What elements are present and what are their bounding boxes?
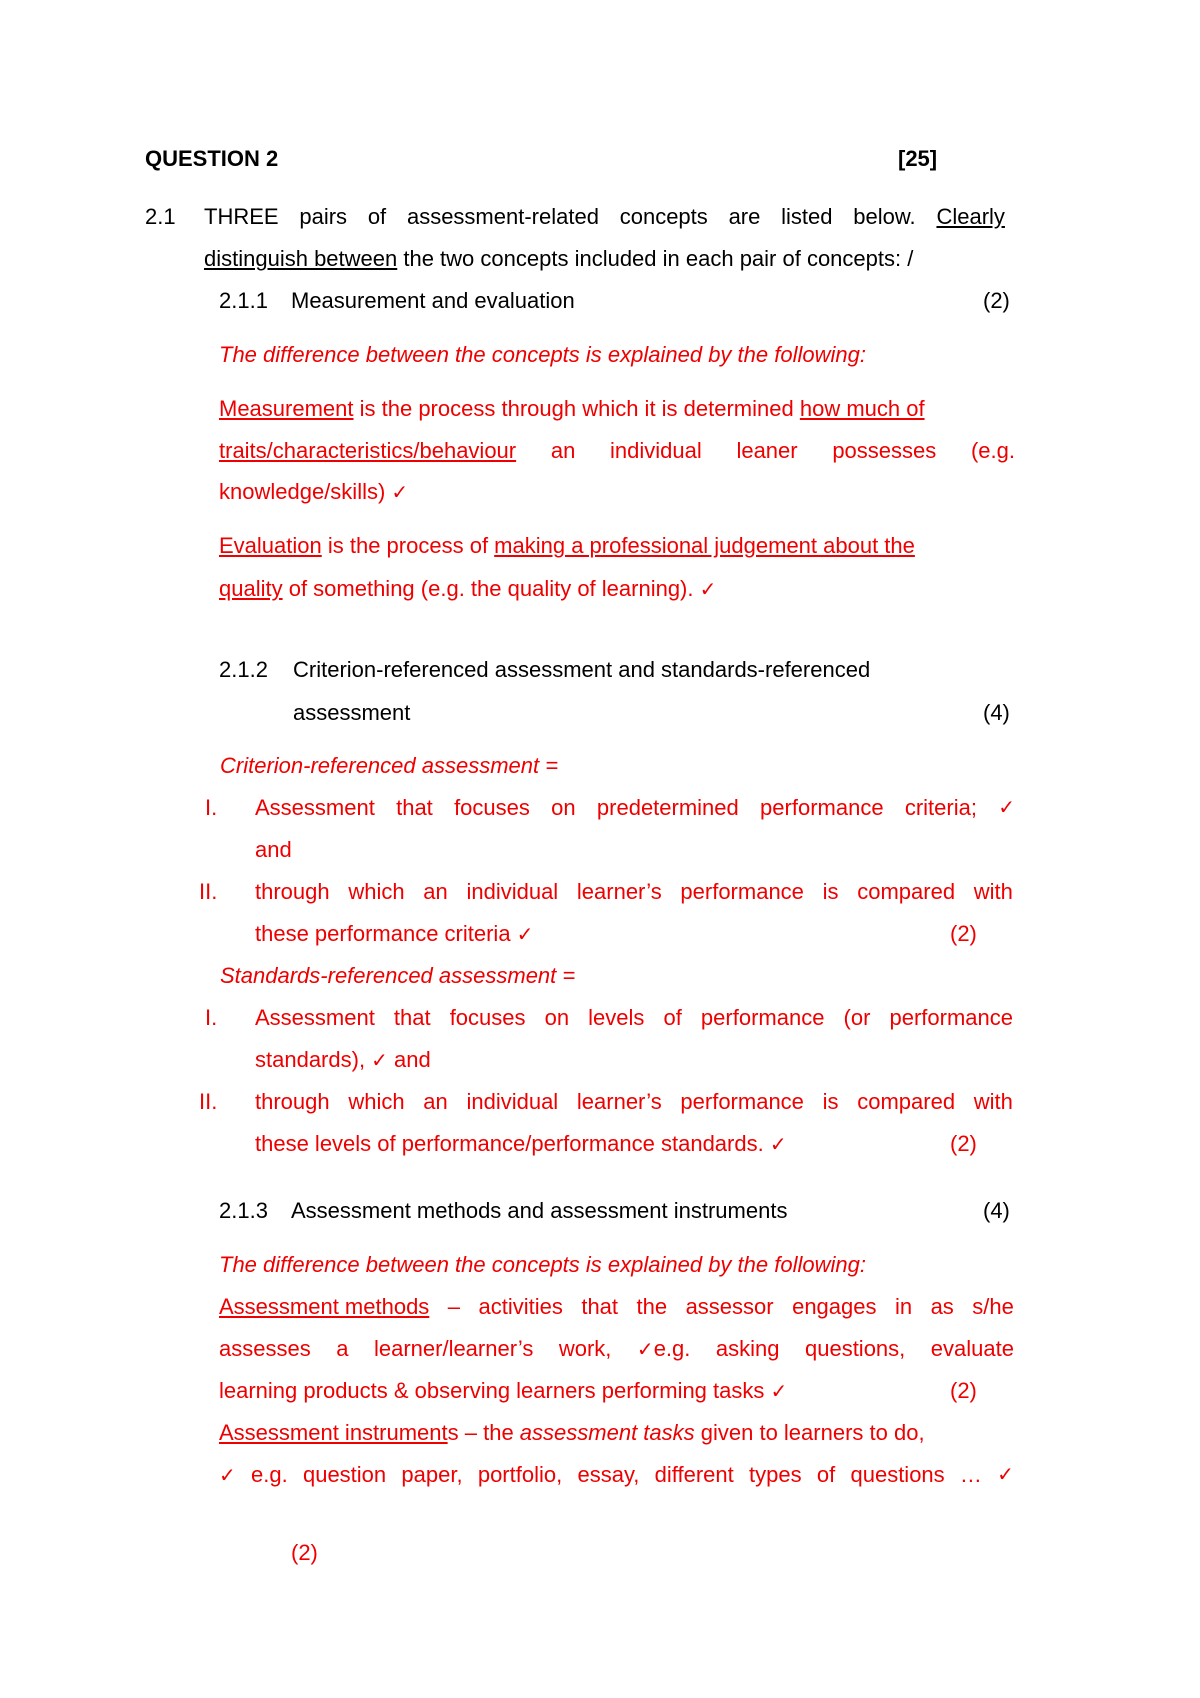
instruments-text: – the [458, 1420, 520, 1445]
evaluation-underlined: quality [219, 576, 283, 601]
criterion-text: these performance criteria [255, 921, 517, 946]
standards-word: levels [588, 1005, 645, 1030]
criterion-word: Assessment [255, 795, 375, 820]
methods-word: activities [478, 1294, 563, 1319]
criterion-item-ii-line1 [255, 879, 1013, 905]
standards-word: which [348, 1089, 405, 1114]
q212-heading-line2: assessment [293, 700, 411, 725]
criterion-item-ii-marker: II. [199, 879, 218, 904]
instruments-word: portfolio, [477, 1462, 563, 1487]
q21-word: are [728, 204, 761, 229]
q21-word: listed [781, 204, 833, 229]
criterion-word: which [348, 879, 405, 904]
standards-word: performance [889, 1005, 1013, 1030]
q211-measurement-line1 [219, 396, 925, 422]
methods-text: learning products & observing learners performing tasks [219, 1378, 771, 1403]
criterion-word: individual [466, 879, 559, 904]
check-mark-icon: ✓ [998, 795, 1015, 819]
instruments-term: Assessment instrument [219, 1420, 448, 1445]
evaluation-text: is the process of [321, 533, 495, 558]
q21-word: below. [853, 204, 916, 229]
methods-word: e.g. [653, 1336, 691, 1361]
q21-instruction-line1 [204, 204, 1005, 230]
instruments-word: types [749, 1462, 802, 1487]
criterion-marks: (2) [950, 921, 977, 946]
standards-word: performance [680, 1089, 804, 1114]
standards-word: an [423, 1089, 448, 1114]
check-mark-icon: ✓ [997, 1462, 1014, 1486]
standards-word: is [822, 1089, 839, 1114]
measurement-underlined: traits/characteristics/behaviour [219, 438, 517, 463]
measurement-term: Measurement [219, 396, 354, 421]
standards-text: standards), [255, 1047, 372, 1072]
methods-word: the [636, 1294, 668, 1319]
methods-word: that [581, 1294, 619, 1319]
methods-word: s/he [972, 1294, 1014, 1319]
q213-marks: (4) [983, 1198, 1010, 1223]
q212-heading-line1: Criterion-referenced assessment and standards-referenced [293, 657, 871, 682]
q211-number: 2.1.1 [219, 288, 268, 313]
criterion-word: performance [760, 795, 884, 820]
measurement-word: (e.g. [970, 438, 1015, 463]
question-title: QUESTION 2 [145, 146, 279, 171]
instruments-word: of [816, 1462, 836, 1487]
evaluation-underlined: making a professional judgement about the [494, 533, 915, 558]
methods-term: Assessment methods [219, 1294, 430, 1319]
criterion-word: learner’s [576, 879, 662, 904]
standards-item-i-line2 [255, 1047, 431, 1073]
instruments-term-suffix: s [447, 1420, 459, 1445]
check-mark-icon: ✓ [219, 1463, 236, 1487]
standards-text: and [387, 1047, 431, 1072]
q21-word: of [367, 204, 387, 229]
criterion-word: an [423, 879, 448, 904]
standards-item-i-line1 [255, 1005, 1013, 1031]
q21-word-underlined: Clearly [936, 204, 1005, 229]
measurement-word: individual [610, 438, 702, 463]
check-mark-icon: ✓ [636, 1337, 654, 1361]
criterion-word: on [551, 795, 576, 820]
methods-word: work, [558, 1336, 612, 1361]
criterion-word: that [396, 795, 433, 820]
methods-word: engages [792, 1294, 877, 1319]
check-mark-icon: ✓ [391, 480, 409, 504]
q21-number: 2.1 [145, 204, 176, 229]
q212-number: 2.1.2 [219, 657, 268, 682]
instruments-word: … [959, 1462, 982, 1487]
methods-word: – [447, 1294, 461, 1319]
standards-text: these levels of performance/performance standards. [255, 1131, 770, 1156]
standards-word: compared [857, 1089, 956, 1114]
measurement-text: knowledge/skills) [219, 479, 392, 504]
q213-heading: Assessment methods and assessment instruments [291, 1198, 788, 1223]
check-mark-icon: ✓ [699, 577, 717, 601]
methods-word: a [336, 1336, 349, 1361]
standards-word: on [544, 1005, 570, 1030]
methods-word: asking [715, 1336, 780, 1361]
methods-word: learner/learner’s [373, 1336, 534, 1361]
q211-evaluation-line2 [219, 576, 716, 602]
standards-word: with [973, 1089, 1013, 1114]
q213-intro: The difference between the concepts is explained by the following: [219, 1252, 866, 1277]
evaluation-text: of something (e.g. the quality of learning). [282, 576, 700, 601]
criterion-word: performance [680, 879, 804, 904]
instruments-word: different [654, 1462, 734, 1487]
standards-item-ii-line1 [255, 1089, 1013, 1115]
methods-word: evaluate [930, 1336, 1014, 1361]
methods-word: assessor [685, 1294, 774, 1319]
evaluation-term: Evaluation [219, 533, 322, 558]
standards-word: through [255, 1089, 330, 1114]
standards-item-ii-line2 [255, 1131, 787, 1157]
q211-evaluation-line1 [219, 533, 915, 559]
q212-marks: (4) [983, 700, 1010, 725]
instruments-word: essay, [577, 1462, 640, 1487]
criterion-word: is [822, 879, 839, 904]
measurement-underlined: how much of [799, 396, 925, 421]
criterion-item-i-line2: and [255, 837, 292, 862]
q21-word: THREE [204, 204, 279, 229]
criterion-word: compared [857, 879, 956, 904]
q21-word: concepts [619, 204, 708, 229]
methods-marks: (2) [950, 1378, 977, 1403]
criterion-item-i-marker: I. [205, 795, 218, 820]
instruments-text: given to learners to do, [694, 1420, 925, 1445]
criterion-word: focuses [454, 795, 530, 820]
check-mark-icon: ✓ [770, 1379, 788, 1403]
methods-word: as [930, 1294, 954, 1319]
criterion-word: predetermined [596, 795, 739, 820]
check-mark-icon: ✓ [516, 922, 534, 946]
standards-word: of [663, 1005, 682, 1030]
standards-word: that [393, 1005, 431, 1030]
criterion-word: with [973, 879, 1013, 904]
instruments-word: paper, [401, 1462, 463, 1487]
measurement-word: possesses [832, 438, 937, 463]
standards-word: performance [700, 1005, 825, 1030]
q21-instruction-line2 [204, 246, 913, 272]
q21-word: pairs [299, 204, 348, 229]
standards-heading: Standards-referenced assessment = [220, 963, 576, 988]
measurement-word: leaner [736, 438, 798, 463]
criterion-item-ii-line2 [255, 921, 533, 947]
standards-word: focuses [449, 1005, 526, 1030]
criterion-word: through [255, 879, 330, 904]
standards-marks: (2) [950, 1131, 977, 1156]
standards-word: learner’s [576, 1089, 662, 1114]
methods-line2 [219, 1336, 1014, 1362]
q211-measurement-line3 [219, 479, 408, 505]
q211-intro: The difference between the concepts is explained by the following: [219, 342, 866, 367]
methods-line1 [219, 1294, 1014, 1320]
methods-word: in [894, 1294, 913, 1319]
standards-item-i-marker: I. [205, 1005, 218, 1030]
check-mark-icon: ✓ [769, 1132, 787, 1156]
q21-underlined-phrase: distinguish between [204, 246, 398, 271]
standards-item-ii-marker: II. [199, 1089, 218, 1114]
instruments-line2 [219, 1462, 1014, 1488]
measurement-word: an [550, 438, 576, 463]
instruments-word: question [302, 1462, 387, 1487]
q211-heading: Measurement and evaluation [291, 288, 575, 313]
q211-marks: (2) [983, 288, 1010, 313]
criterion-heading: Criterion-referenced assessment = [220, 753, 559, 778]
measurement-text: is the process through which it is determined [353, 396, 800, 421]
methods-word [637, 1336, 690, 1362]
standards-word: individual [466, 1089, 559, 1114]
standards-word: (or [843, 1005, 871, 1030]
q21-line2-text: the two concepts included in each pair of concepts: / [397, 246, 914, 271]
instruments-line1 [219, 1420, 925, 1446]
instruments-italic: assessment tasks [519, 1420, 695, 1445]
check-mark-icon: ✓ [371, 1048, 388, 1072]
instruments-word: e.g. [251, 1462, 288, 1487]
q21-word: assessment-related [406, 204, 599, 229]
instruments-word: questions [850, 1462, 945, 1487]
instruments-word [219, 1462, 236, 1488]
q213-number: 2.1.3 [219, 1198, 268, 1223]
question-total-marks: [25] [898, 146, 938, 171]
methods-word: assesses [219, 1336, 311, 1361]
criterion-word: criteria; [904, 795, 977, 820]
standards-word: Assessment [255, 1005, 375, 1030]
methods-line3 [219, 1378, 787, 1404]
q211-measurement-line2 [219, 438, 1015, 464]
methods-word: questions, [804, 1336, 906, 1361]
criterion-item-i-line1 [255, 795, 1015, 821]
instruments-marks: (2) [291, 1540, 318, 1565]
